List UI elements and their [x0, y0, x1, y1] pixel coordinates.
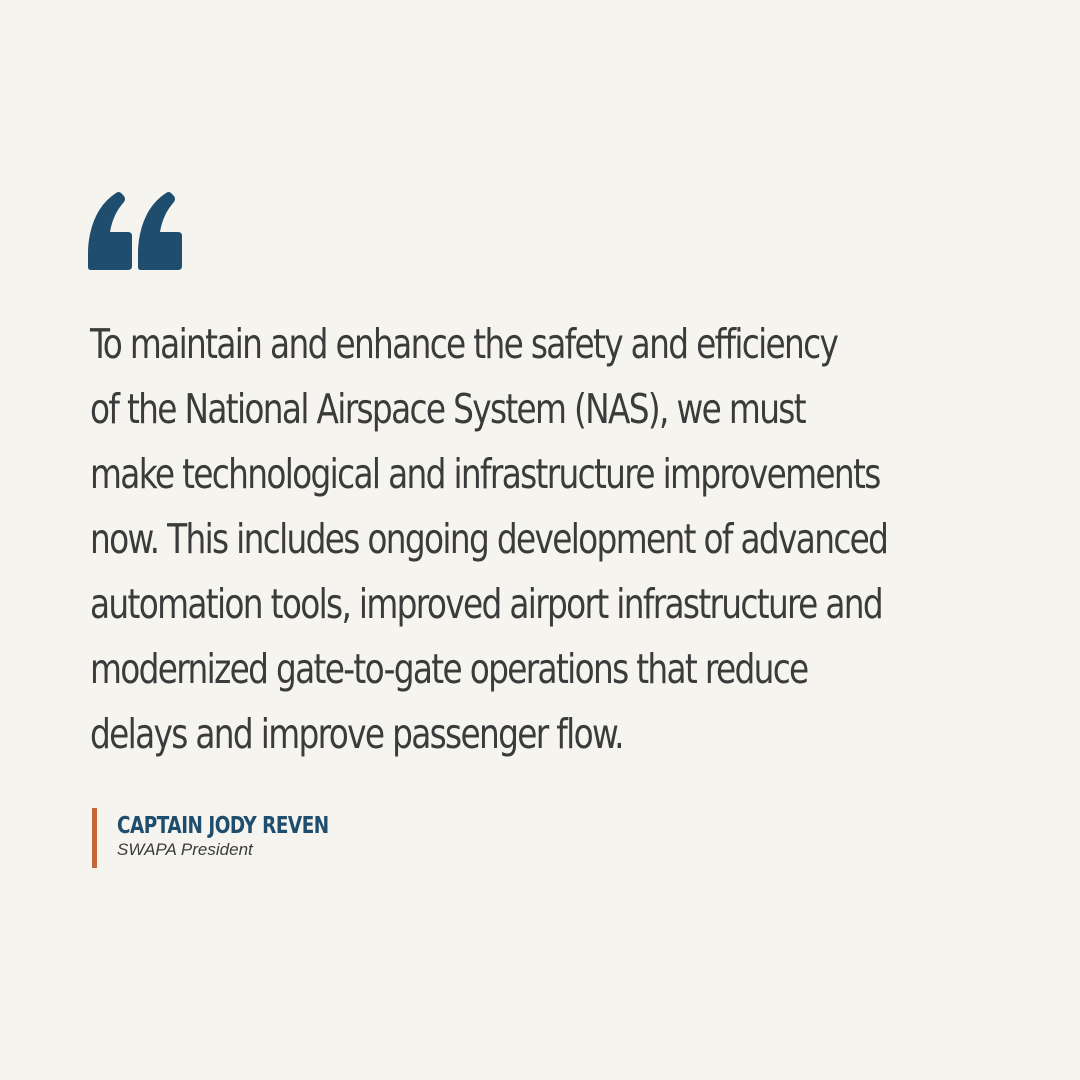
- attribution: [92, 808, 382, 868]
- quote-line: modernized gate-to-gate operations that reduce: [90, 645, 808, 693]
- quote-line: of the National Airspace System (NAS), we must: [90, 385, 805, 433]
- quote-line: delays and improve passenger flow.: [90, 710, 623, 758]
- author-name: CAPTAIN JODY REVEN: [117, 813, 329, 839]
- quote-text: [90, 312, 888, 767]
- quote-line: automation tools, improved airport infrastructure and: [90, 580, 883, 628]
- author-role: SWAPA President: [117, 840, 253, 859]
- quote-line: To maintain and enhance the safety and efficiency: [90, 320, 838, 368]
- quote-line: now. This includes ongoing development of advanced: [90, 515, 888, 563]
- quote-open-icon: [88, 192, 182, 270]
- quote-line: make technological and infrastructure improvements: [90, 450, 880, 498]
